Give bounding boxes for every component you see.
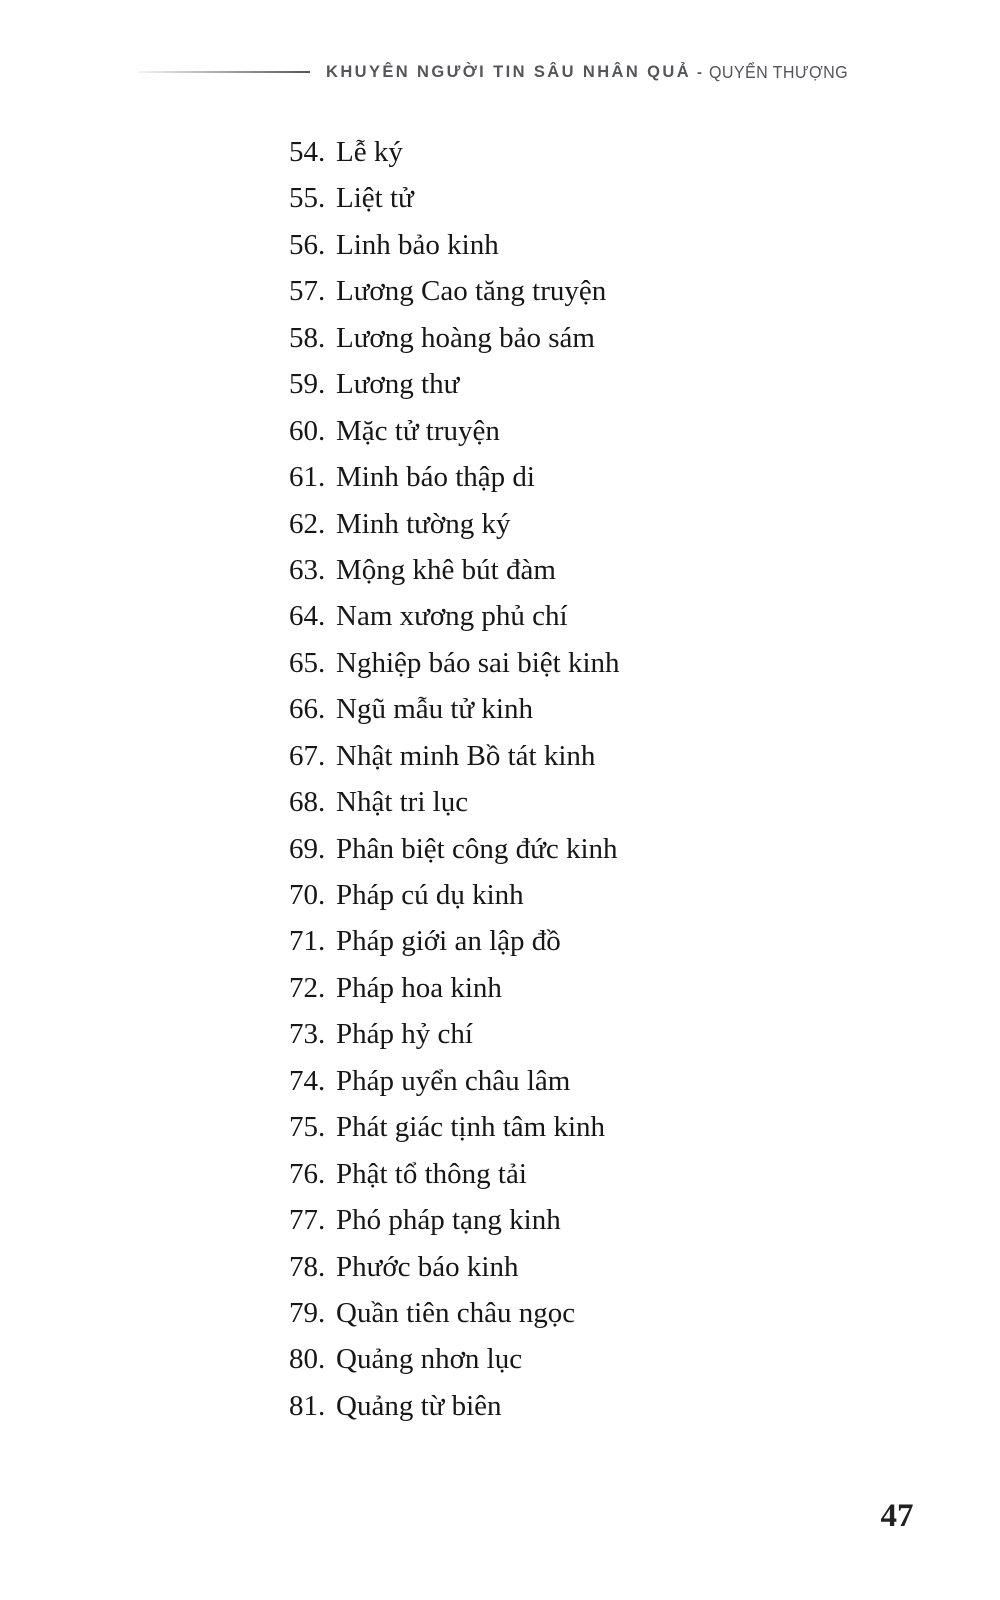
item-title: Phước báo kinh	[336, 1250, 519, 1283]
item-title: Mặc tử truyện	[336, 414, 500, 447]
item-number: 75.	[289, 1111, 326, 1144]
item-title: Phân biệt công đức kinh	[336, 832, 618, 865]
item-number: 59.	[289, 368, 326, 401]
list-item	[289, 175, 929, 221]
item-title: Nhật tri lục	[336, 786, 469, 819]
item-number: 56.	[289, 228, 326, 261]
list-item	[289, 454, 929, 500]
list-item	[289, 501, 929, 547]
item-title: Nam xương phủ chí	[336, 600, 568, 633]
list-item	[289, 1383, 929, 1429]
item-title: Pháp cú dụ kinh	[336, 879, 524, 911]
list-item	[289, 1197, 929, 1243]
item-number: 65.	[289, 646, 326, 679]
list-item	[289, 1058, 929, 1104]
list-item	[289, 826, 929, 872]
item-number: 73.	[289, 1018, 326, 1051]
item-number: 71.	[289, 925, 326, 958]
item-number: 62.	[289, 507, 326, 540]
item-title: Lương Cao tăng truyện	[336, 275, 607, 308]
list-item	[289, 593, 929, 639]
list-item	[289, 315, 929, 361]
list-item	[289, 640, 929, 686]
running-header	[0, 56, 1000, 92]
volume-label: QUYỂN THƯỢNG	[709, 61, 849, 82]
item-number: 61.	[289, 461, 326, 494]
item-title: Pháp giới an lập đồ	[336, 925, 561, 958]
reference-list	[289, 129, 929, 1429]
item-number: 77.	[289, 1204, 326, 1237]
item-title: Quảng từ biên	[336, 1389, 502, 1422]
list-item	[289, 408, 929, 454]
item-title: Phó pháp tạng kinh	[336, 1204, 561, 1237]
item-title: Nghiệp báo sai biệt kinh	[336, 646, 620, 679]
list-item	[289, 965, 929, 1011]
item-number: 79.	[289, 1296, 326, 1329]
item-number: 80.	[289, 1343, 326, 1376]
list-item	[289, 686, 929, 732]
list-item	[289, 361, 929, 407]
item-number: 81.	[289, 1389, 326, 1422]
item-title: Linh bảo kinh	[336, 228, 499, 261]
item-title: Quảng nhơn lục	[336, 1343, 523, 1376]
item-title: Liệt tử	[336, 182, 414, 215]
header-rule-line	[138, 71, 310, 73]
item-number: 60.	[289, 414, 326, 447]
item-number: 55.	[289, 182, 326, 215]
list-item	[289, 129, 929, 175]
item-title: Lương hoàng bảo sám	[336, 321, 595, 354]
page-header-title	[326, 56, 986, 88]
item-number: 74.	[289, 1064, 326, 1097]
item-title: Phật tổ thông tải	[336, 1157, 527, 1190]
item-title: Lễ ký	[336, 136, 403, 168]
item-number: 58.	[289, 321, 326, 354]
title-separator: -	[697, 63, 703, 81]
item-title: Minh báo thập di	[336, 461, 535, 494]
item-number: 76.	[289, 1157, 326, 1190]
list-item	[289, 872, 929, 918]
item-title: Pháp hỷ chí	[336, 1018, 473, 1051]
item-title: Quần tiên châu ngọc	[336, 1296, 576, 1329]
list-item	[289, 733, 929, 779]
item-number: 67.	[289, 739, 326, 772]
list-item	[289, 1104, 929, 1150]
item-title: Ngũ mẫu tử kinh	[336, 693, 533, 726]
item-number: 54.	[289, 136, 326, 168]
page-number: 47	[880, 1498, 914, 1534]
list-item	[289, 222, 929, 268]
list-item	[289, 918, 929, 964]
list-item	[289, 1336, 929, 1382]
list-item	[289, 779, 929, 825]
item-number: 70.	[289, 879, 326, 911]
item-number: 66.	[289, 693, 326, 726]
item-number: 57.	[289, 275, 326, 308]
item-number: 72.	[289, 971, 326, 1004]
item-number: 78.	[289, 1250, 326, 1283]
item-title: Minh tường ký	[336, 507, 511, 540]
item-title: Nhật minh Bồ tát kinh	[336, 739, 596, 772]
list-item	[289, 1011, 929, 1057]
list-item	[289, 268, 929, 314]
item-title: Phát giác tịnh tâm kinh	[336, 1111, 606, 1144]
list-item	[289, 1244, 929, 1290]
list-item	[289, 1151, 929, 1197]
item-title: Pháp hoa kinh	[336, 971, 502, 1004]
item-number: 63.	[289, 553, 326, 586]
book-title-label: KHUYÊN NGƯỜI TIN SÂU NHÂN QUẢ	[326, 62, 692, 81]
list-item	[289, 547, 929, 593]
item-number: 68.	[289, 786, 326, 819]
item-number: 64.	[289, 600, 326, 633]
item-number: 69.	[289, 832, 326, 865]
item-title: Mộng khê bút đàm	[336, 553, 556, 586]
list-item	[289, 1290, 929, 1336]
item-title: Lương thư	[336, 368, 460, 401]
item-title: Pháp uyển châu lâm	[336, 1064, 571, 1097]
